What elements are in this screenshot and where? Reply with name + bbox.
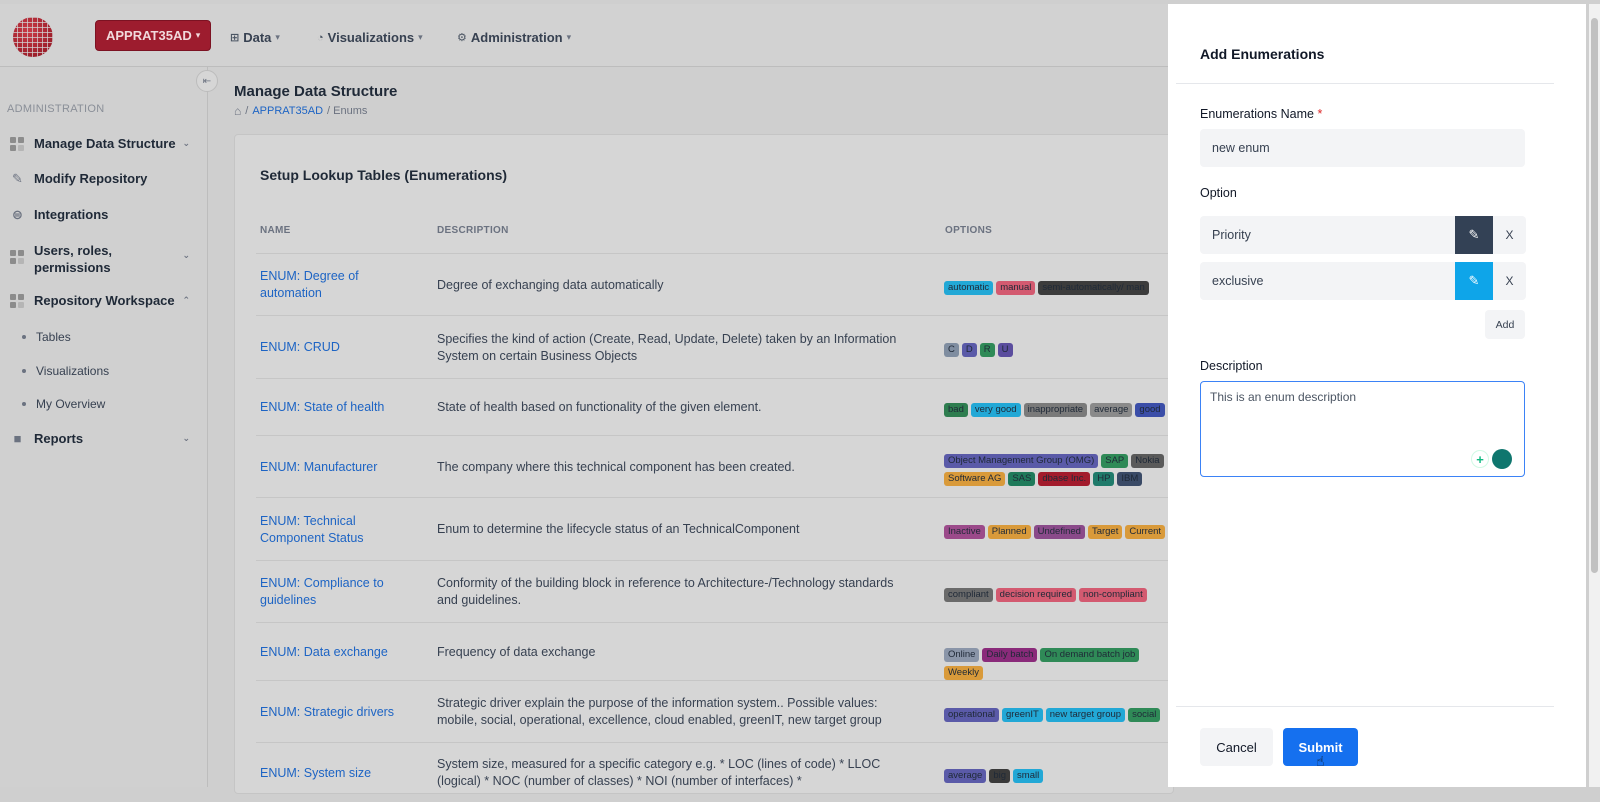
enum-name-link[interactable] xyxy=(260,513,364,547)
option-tag: Target xyxy=(1088,525,1122,539)
enum-options xyxy=(944,339,1170,356)
option-tag: Object Management Group (OMG) xyxy=(944,454,1098,468)
option-color-button[interactable] xyxy=(1455,262,1493,300)
enum-description-line: Frequency of data exchange xyxy=(437,644,596,659)
enum-options xyxy=(944,765,1170,782)
option-tag: HP xyxy=(1093,472,1114,486)
option-tag: good xyxy=(1135,403,1164,417)
breadcrumb-current: / Enums xyxy=(327,105,368,117)
paint-brush-icon: ✎ xyxy=(1468,227,1480,242)
enum-name-line: ENUM: Strategic drivers xyxy=(260,704,395,719)
option-input-exclusive[interactable]: exclusive xyxy=(1200,262,1456,300)
cogs-icon: ⚙ xyxy=(457,32,467,44)
nav-data[interactable] xyxy=(230,30,280,45)
enum-description xyxy=(437,695,907,729)
sidebar-item-reports[interactable] xyxy=(10,431,190,446)
chevron-down-icon: ▾ xyxy=(418,32,423,42)
enum-name-line: ENUM: Compliance to xyxy=(260,576,384,590)
enum-name-line: ENUM: Manufacturer xyxy=(260,459,378,474)
enum-name-line: ENUM: CRUD xyxy=(260,340,340,354)
option-tag: average xyxy=(1090,403,1132,417)
enum-description-line: The company where this technical component has been created. xyxy=(437,459,795,474)
enum-description-line: Conformity of the building block in reference to Architecture-/Technology standards xyxy=(437,576,894,590)
workspace-dropdown[interactable] xyxy=(95,20,211,51)
workspace-label: APPRAT35AD xyxy=(106,28,192,43)
option-tag: Weekly xyxy=(944,666,983,680)
sitemap-icon: ⊞ xyxy=(230,32,240,44)
enum-name-link[interactable] xyxy=(260,575,384,609)
panel-title: Add Enumerations xyxy=(1200,46,1325,62)
sidebar-collapse-button[interactable] xyxy=(196,70,218,92)
enum-description-line: mobile, social, operational, excellence, cloud enabled, greenIT, new target group xyxy=(437,713,882,727)
nav-administration-label: Administration xyxy=(470,30,563,45)
sidebar-subitem-tables[interactable]: Tables xyxy=(22,330,71,344)
enum-description-line: State of health based on functionality of the given element. xyxy=(437,400,762,414)
option-tag: new target group xyxy=(1046,708,1125,722)
enum-name-line: ENUM: Technical xyxy=(260,513,356,528)
page-title: Manage Data Structure xyxy=(234,83,398,100)
option-tag: SAS xyxy=(1008,472,1035,486)
enum-name-label xyxy=(1200,107,1322,121)
option-tag: social xyxy=(1128,708,1160,722)
enum-options xyxy=(944,277,1170,294)
edit-icon: ✎ xyxy=(12,171,23,186)
option-tag: On demand batch job xyxy=(1040,648,1139,662)
sidebar-item-integrations[interactable] xyxy=(10,207,190,222)
option-tag: Inactive xyxy=(944,525,985,539)
enum-name-link[interactable] xyxy=(260,399,384,416)
sidebar-item-repository-workspace[interactable] xyxy=(10,293,190,308)
enum-name-line: automation xyxy=(260,286,322,300)
nav-administration[interactable] xyxy=(457,30,571,45)
sidebar-item-label: Integrations xyxy=(34,207,109,222)
enum-description-line: and guidelines. xyxy=(437,593,522,607)
grid-icon xyxy=(10,137,25,151)
chevron-down-icon: ⌄ xyxy=(182,433,190,443)
option-tag: C xyxy=(944,343,959,357)
option-tag: non-compliant xyxy=(1079,588,1147,602)
description-label: Description xyxy=(1200,359,1263,373)
nav-visualizations-label: Visualizations xyxy=(327,30,415,45)
grammar-assistant-icon[interactable] xyxy=(1492,449,1512,469)
sidebar-item-label: permissions xyxy=(34,260,111,275)
table-row xyxy=(256,435,1171,497)
panel-footer-divider xyxy=(1176,706,1554,707)
chevron-up-icon: ⌃ xyxy=(182,295,190,305)
enum-name-line: ENUM: Data exchange xyxy=(260,644,388,659)
card-title: Setup Lookup Tables (Enumerations) xyxy=(260,167,508,183)
chevron-down-icon: ▾ xyxy=(275,32,280,42)
option-label: Option xyxy=(1200,186,1237,200)
enum-description xyxy=(437,756,907,790)
arrow-left-icon: ⇤ xyxy=(202,75,212,87)
enum-name-link[interactable] xyxy=(260,268,359,302)
option-tag: Daily batch xyxy=(982,648,1037,662)
enum-description xyxy=(437,277,907,294)
column-header-options: OPTIONS xyxy=(945,225,993,236)
page-scrollbar[interactable] xyxy=(1589,4,1600,787)
option-tag: D xyxy=(962,343,977,357)
sidebar-item-manage-data-structure[interactable] xyxy=(10,136,190,151)
sidebar-subitem-visualizations[interactable]: Visualizations xyxy=(22,364,109,378)
option-tag: decision required xyxy=(996,588,1076,602)
option-tag: operational xyxy=(944,708,999,722)
option-tag: Undefined xyxy=(1034,525,1085,539)
chevron-down-icon: ⌄ xyxy=(182,250,190,260)
enum-description xyxy=(437,331,907,365)
option-tag: Online xyxy=(944,648,979,662)
breadcrumb-workspace-link[interactable]: APPRAT35AD xyxy=(252,105,324,117)
breadcrumb-separator: / xyxy=(245,105,249,117)
enum-name-line: ENUM: System size xyxy=(260,765,372,780)
hand-cursor-icon: ☝ xyxy=(1316,753,1325,769)
top-navbar xyxy=(0,4,1170,67)
sidebar-section-header: ADMINISTRATION xyxy=(7,103,105,115)
option-tag: U xyxy=(998,343,1013,357)
option-tag: greenIT xyxy=(1002,708,1043,722)
option-tag: inappropriate xyxy=(1024,403,1087,417)
enum-name-line: Component Status xyxy=(260,530,364,545)
enum-name-link[interactable] xyxy=(260,459,377,476)
enum-name-link[interactable] xyxy=(260,765,371,782)
option-tag: average xyxy=(944,769,986,783)
folder-icon: ■ xyxy=(13,431,22,446)
option-tag: SAP xyxy=(1101,454,1128,468)
option-color-button[interactable] xyxy=(1455,216,1493,254)
option-tag: semi-automatically/ man xyxy=(1038,281,1148,295)
option-tag: bad xyxy=(944,403,968,417)
enum-name-input[interactable]: new enum xyxy=(1200,129,1525,167)
grid-icon xyxy=(10,294,25,308)
option-tag: very good xyxy=(971,403,1021,417)
add-option-button[interactable]: Add xyxy=(1485,310,1525,339)
enum-description xyxy=(437,644,907,661)
enum-options xyxy=(944,399,1170,416)
enum-description-line: Degree of exchanging data automatically xyxy=(437,277,664,292)
app-logo[interactable] xyxy=(13,17,53,57)
grid-icon xyxy=(10,250,25,264)
enum-name-link[interactable] xyxy=(260,339,340,356)
chevron-down-icon: ⌄ xyxy=(182,138,190,148)
enum-name-link[interactable] xyxy=(260,644,388,661)
table-row xyxy=(256,622,1171,680)
table-row xyxy=(256,253,1171,315)
sidebar-item-label: Users, roles, xyxy=(34,243,113,258)
sidebar-subitem-my-overview[interactable]: My Overview xyxy=(22,397,105,411)
table-row xyxy=(256,560,1171,622)
sidebar-item-label: Reports xyxy=(34,431,84,446)
breadcrumb xyxy=(234,104,367,118)
sidebar-item-users-roles[interactable] xyxy=(10,242,190,276)
table-row xyxy=(256,315,1171,378)
enum-description xyxy=(437,575,907,609)
option-tag: Nokia xyxy=(1131,454,1163,468)
table-row xyxy=(256,742,1171,802)
enum-name-label-text: Enumerations Name xyxy=(1200,107,1314,121)
cancel-button[interactable]: Cancel xyxy=(1200,728,1273,766)
option-tag: Planned xyxy=(988,525,1031,539)
chart-pie-icon: ◔ xyxy=(317,31,324,44)
option-tag: dbase Inc. xyxy=(1038,472,1090,486)
enum-description-line: Specifies the kind of action (Create, Read, Update, Delete) taken by an Information xyxy=(437,331,897,346)
enum-name-line: ENUM: State of health xyxy=(260,400,385,414)
enum-options xyxy=(944,644,1170,678)
submit-button[interactable]: Submit xyxy=(1283,728,1358,766)
description-textarea[interactable]: This is an enum description xyxy=(1200,381,1525,477)
scrollbar-thumb[interactable] xyxy=(1591,18,1598,573)
table-row xyxy=(256,680,1171,742)
sidebar-item-label: Modify Repository xyxy=(34,171,148,186)
enum-description xyxy=(437,459,907,476)
option-tag: compliant xyxy=(944,588,993,602)
option-tag: Software AG xyxy=(944,472,1005,486)
column-header-description: DESCRIPTION xyxy=(437,225,509,236)
option-tag: automatic xyxy=(944,281,993,295)
enum-description xyxy=(437,399,907,416)
option-tag: manual xyxy=(996,281,1035,295)
column-header-name: NAME xyxy=(260,225,291,236)
enum-description-line: System on certain Business Objects xyxy=(437,348,638,363)
enum-description-line: Strategic driver explain the purpose of the information system.. Possible values: xyxy=(437,696,878,710)
required-mark: * xyxy=(1317,107,1323,121)
enum-options xyxy=(944,450,1170,484)
panel-header-divider xyxy=(1176,83,1554,84)
grammar-plus-icon[interactable]: + xyxy=(1471,450,1489,468)
enum-name-line: guidelines xyxy=(260,593,317,607)
enum-name-link[interactable] xyxy=(260,704,394,721)
paint-brush-icon: ✎ xyxy=(1468,273,1480,288)
enum-name-line: ENUM: Degree of xyxy=(260,269,359,283)
enum-description-line: (logical) * NOC (number of classes) * NOI (number of interfaces) * xyxy=(437,774,802,788)
toggle-icon: ⊜ xyxy=(12,207,23,222)
option-remove-button[interactable]: X xyxy=(1493,216,1526,254)
option-remove-button[interactable]: X xyxy=(1493,262,1526,300)
nav-data-label: Data xyxy=(243,30,272,45)
option-tag: R xyxy=(980,343,995,357)
enum-options xyxy=(944,521,1170,538)
table-row xyxy=(256,497,1171,560)
enum-description xyxy=(437,521,907,538)
chevron-down-icon: ▾ xyxy=(566,32,572,42)
option-tag: big xyxy=(989,769,1010,783)
enum-options xyxy=(944,704,1170,721)
enum-description-line: System size, measured for a specific category e.g. * LOC (lines of code) * LLOC xyxy=(437,757,881,771)
nav-visualizations[interactable] xyxy=(317,30,423,45)
home-icon[interactable]: ⌂ xyxy=(234,104,242,118)
enum-options xyxy=(944,584,1170,601)
sidebar-item-label: Repository Workspace xyxy=(34,293,175,308)
option-tag: IBM xyxy=(1117,472,1142,486)
chevron-down-icon: ▾ xyxy=(195,30,201,40)
enum-description-line: Enum to determine the lifecycle status of an TechnicalComponent xyxy=(437,522,800,536)
option-input-priority[interactable]: Priority xyxy=(1200,216,1456,254)
sidebar-item-modify-repository[interactable] xyxy=(10,171,190,186)
option-tag: small xyxy=(1013,769,1043,783)
table-row xyxy=(256,378,1171,435)
sidebar-item-label: Manage Data Structure xyxy=(34,136,176,151)
option-tag: Current xyxy=(1125,525,1165,539)
